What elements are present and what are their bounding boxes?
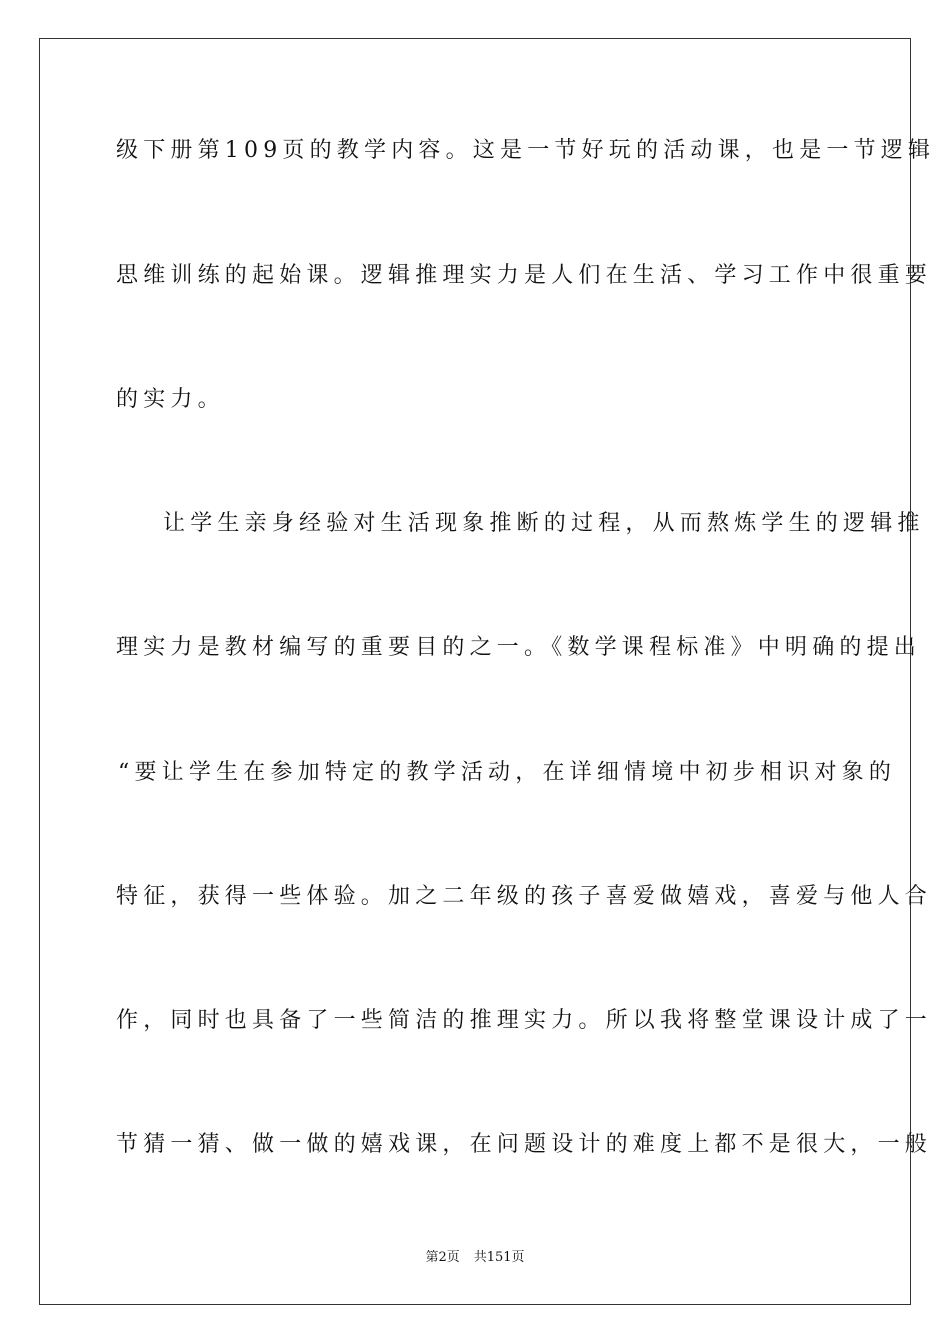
body-text-line: 让学生亲身经验对生活现象推断的过程，从而熬炼学生的逻辑推 (163, 511, 925, 536)
page-frame (39, 38, 936, 1305)
page-total: 共151页 (473, 1250, 525, 1265)
body-text-line: 思维训练的起始课。逻辑推理实力是人们在生活、学习工作中很重要 (116, 263, 933, 288)
page-footer (0, 1249, 950, 1267)
body-text-line: 的实力。 (116, 387, 225, 412)
body-text-line: “要让学生在参加特定的教学活动，在详细情境中初步相识对象的 (118, 760, 897, 785)
body-text-line: 节猜一猜、做一做的嬉戏课，在问题设计的难度上都不是很大，一般 (116, 1132, 933, 1157)
body-text-line: 作，同时也具备了一些简洁的推理实力。所以我将整堂课设计成了一 (116, 1008, 933, 1033)
body-text-line: 理实力是教材编写的重要目的之一。《数学课程标准》中明确的提出 (116, 635, 922, 660)
body-text-line: 级下册第109页的教学内容。这是一节好玩的活动课，也是一节逻辑 (116, 138, 936, 163)
page-number: 第2页 (425, 1250, 460, 1265)
body-text-line: 特征，获得一些体验。加之二年级的孩子喜爱做嬉戏，喜爱与他人合 (116, 884, 933, 909)
